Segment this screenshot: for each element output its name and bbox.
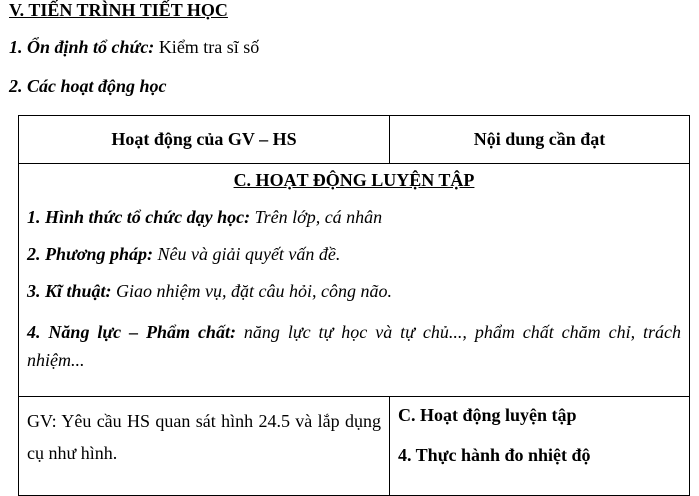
competency-text: năng lực tự học và tự chủ..., phẩm chất chăm chỉ, trách nhiệm... <box>27 322 682 370</box>
item-organization <box>9 37 259 58</box>
item-organization-label: 1. Ổn định tổ chức: <box>9 37 155 57</box>
content-header: Nội dung cần đạt <box>390 116 690 164</box>
lesson-table <box>18 115 690 496</box>
content-line-practice: C. Hoạt động luyện tập <box>398 405 577 425</box>
method-text: Nêu và giải quyết vấn đề. <box>152 244 341 264</box>
teaching-form-text: Trên lớp, cá nhân <box>250 207 383 227</box>
teacher-instruction-text: GV: Yêu cầu HS quan sát hình 24.5 và lắp dụng cụ như hình. <box>27 411 381 463</box>
method-row <box>27 244 681 265</box>
content-cell <box>390 397 690 496</box>
teaching-form-label: 1. Hình thức tổ chức dạy học: <box>27 207 251 227</box>
method-label: 2. Phương pháp: <box>27 244 153 264</box>
item-activities: 2. Các hoạt động học <box>9 76 167 96</box>
teacher-instruction-cell <box>19 397 390 496</box>
teaching-form-row <box>27 207 681 228</box>
practice-section <box>19 164 690 397</box>
teacher-student-header: Hoạt động của GV – HS <box>19 116 390 164</box>
competency-row <box>27 318 681 374</box>
practice-section-title: C. HOẠT ĐỘNG LUYỆN TẬP <box>233 170 475 190</box>
technique-row <box>27 281 681 302</box>
competency-label: 4. Năng lực – Phẩm chất: <box>27 322 236 342</box>
section-heading: V. TIẾN TRÌNH TIẾT HỌC <box>9 0 228 20</box>
technique-label: 3. Kĩ thuật: <box>27 281 112 301</box>
item-organization-text: Kiểm tra sĩ số <box>154 37 260 57</box>
content-line-temperature: 4. Thực hành đo nhiệt độ <box>398 445 591 465</box>
technique-text: Giao nhiệm vụ, đặt câu hỏi, công não. <box>111 281 392 301</box>
